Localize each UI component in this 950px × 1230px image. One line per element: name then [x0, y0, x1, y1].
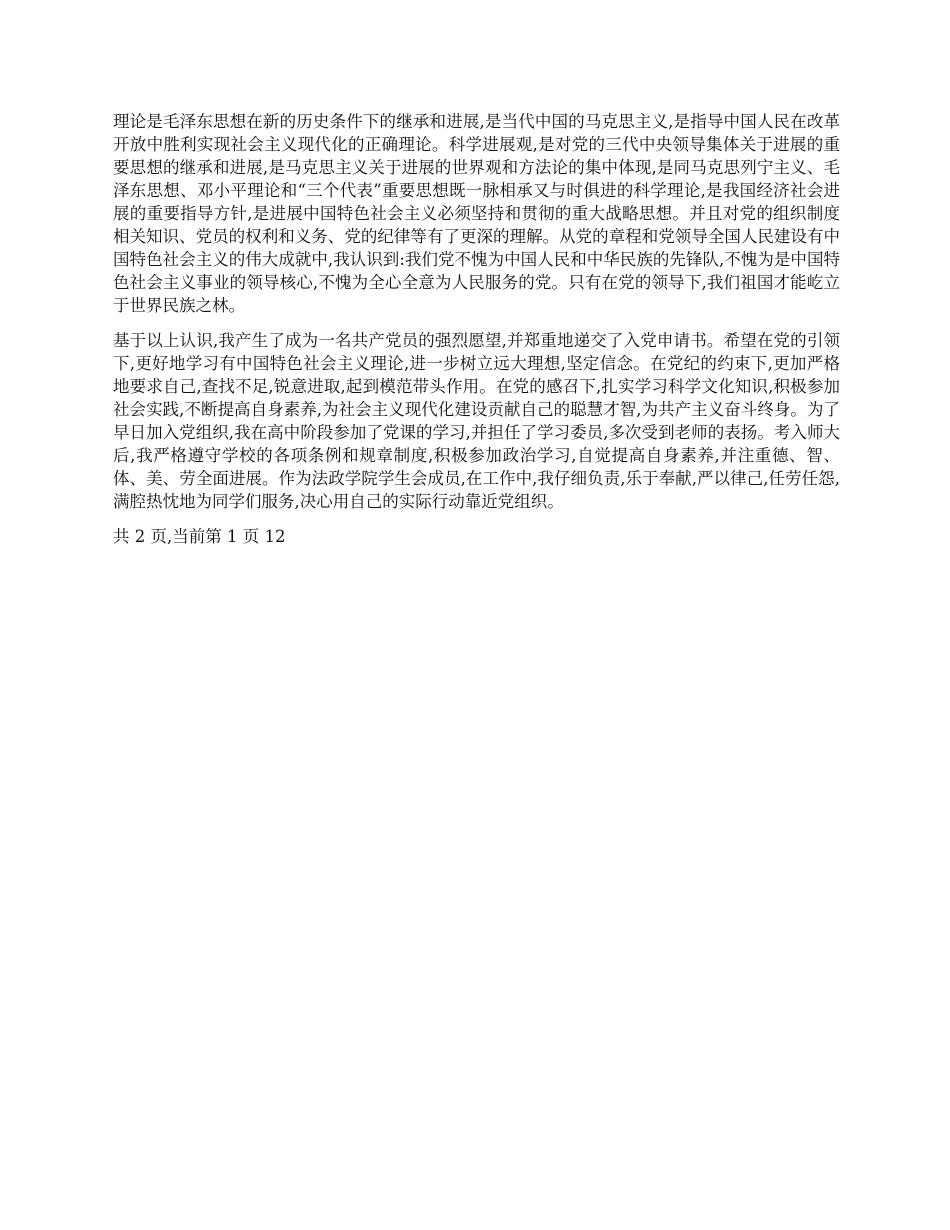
paragraph-2: 基于以上认识,我产生了成为一名共产党员的强烈愿望,并郑重地递交了入党申请书。希望在党的引领下,更好地学习有中国特色社会主义理论,进一步树立远大理想,坚定信念。在党纪的约束下,更加严格地要求自己,查找不足,锐意进取,起到模范带头作用。在党的感召下,扎实学习科学文化知识,积极参加社会实践,不断提高自身素养,为社会主义现代化建设贡献自己的聪慧才智,为共产主义奋斗终身。为了早日加入党组织,我在高中阶段参加了党课的学习,并担任了学习委员,多次受到老师的表扬。考入师大后,我严格遵守学校的各项条例和规章制度,积极参加政治学习,自觉提高自身素养,并注重德、智、体、美、劳全面进展。作为法政学院学生会成员,在工作中,我仔细负责,乐于奉献,严以律己,任劳任怨,满腔热忱地为同学们服务,决心用自己的实际行动靠近党组织。: [113, 331, 840, 511]
document-page: [113, 110, 840, 548]
paragraph-1: 理论是毛泽东思想在新的历史条件下的继承和进展,是当代中国的马克思主义,是指导中国人民在改革开放中胜利实现社会主义现代化的正确理论。科学进展观,是对党的三代中央领导集体关于进展的重要思想的继承和进展,是马克思主义关于进展的世界观和方法论的集中体现,是同马克思列宁主义、毛泽东思想、邓小平理论和“三个代表”重要思想既一脉相承又与时俱进的科学理论,是我国经济社会进展的重要指导方针,是进展中国特色社会主义必须坚持和贯彻的重大战略思想。并且对党的组织制度相关知识、党员的权利和义务、党的纪律等有了更深的理解。从党的章程和党领导全国人民建设有中国特色社会主义的伟大成就中,我认识到:我们党不愧为中国人民和中华民族的先锋队,不愧为是中国特色社会主义事业的领导核心,不愧为全心全意为人民服务的党。只有在党的领导下,我们祖国才能屹立于世界民族之林。: [113, 112, 840, 315]
page-footer: 共 2 页,当前第 1 页 12: [113, 527, 286, 546]
